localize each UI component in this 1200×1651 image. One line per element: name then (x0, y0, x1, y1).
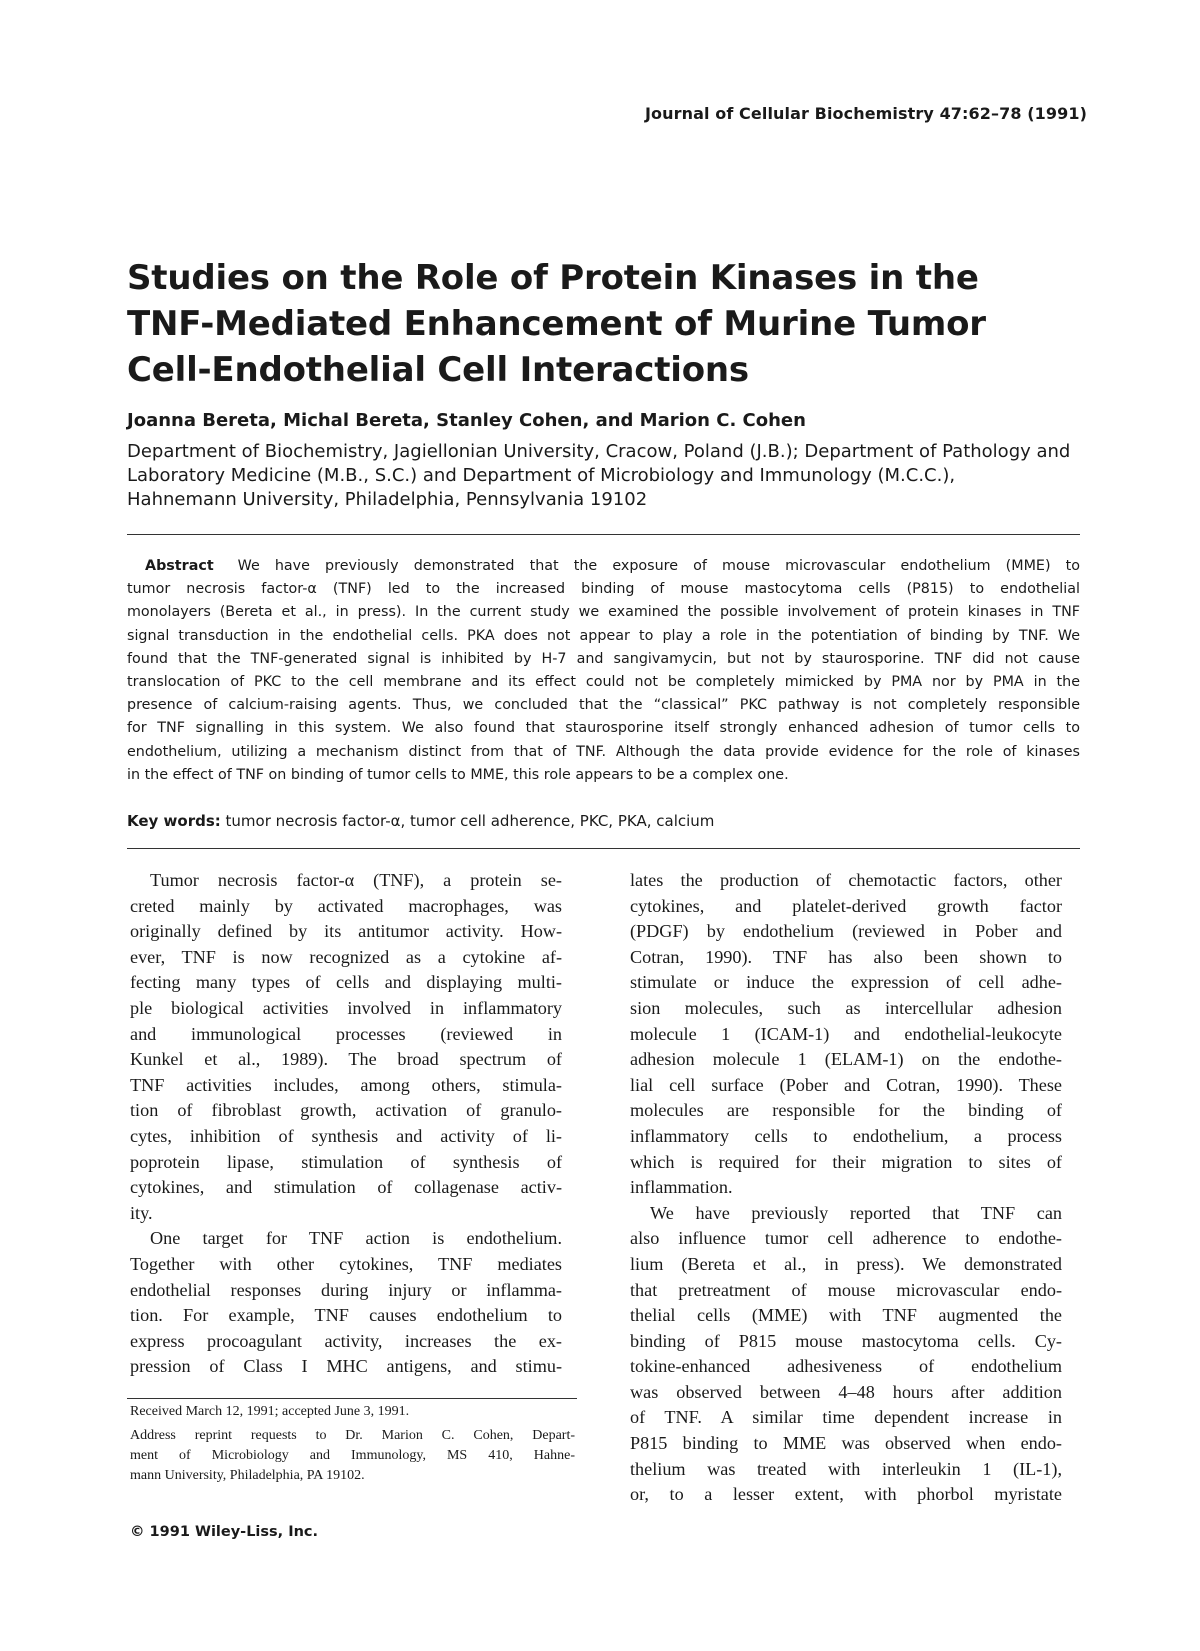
abstract-line: tumor necrosis factor-α (TNF) led to the increased binding of mouse mastocytoma cells (P815) to endothelial (127, 581, 1080, 598)
abstract-line (127, 555, 1080, 578)
body-line: molecules are responsible for the binding of (630, 1100, 1062, 1121)
body-line: tion of fibroblast growth, activation of granulo- (130, 1100, 562, 1121)
body-line: that pretreatment of mouse microvascular endo- (630, 1279, 1062, 1300)
affiliation (127, 440, 1087, 512)
body-line: inflammatory cells to endothelium, a process (630, 1125, 1062, 1146)
abstract-line: in the effect of TNF on binding of tumor cells to MME, this role appears to be a complex one. (127, 766, 789, 783)
abstract-text: We have previously demonstrated that the exposure of mouse microvascular endothelium (MME) to (237, 558, 1080, 574)
affiliation-line: Hahnemann University, Philadelphia, Pennsylvania 19102 (127, 489, 648, 510)
article-title (127, 255, 1087, 393)
body-line: ple biological activities involved in inflammatory (130, 997, 562, 1018)
keywords (127, 812, 714, 830)
keywords-label: Key words: (127, 812, 221, 830)
abstract-line: presence of calcium-raising agents. Thus, we concluded that the “classical” PKC pathway is not completely responsible (127, 697, 1080, 714)
body-line: Kunkel et al., 1989). The broad spectrum of (130, 1049, 562, 1070)
author-list: Joanna Bereta, Michal Bereta, Stanley Cohen, and Marion C. Cohen (127, 410, 806, 431)
body-line: express procoagulant activity, increases the ex- (130, 1330, 562, 1351)
copyright: © 1991 Wiley-Liss, Inc. (130, 1524, 319, 1540)
body-line: of TNF. A similar time dependent increase in (630, 1407, 1062, 1428)
journal-header: Journal of Cellular Biochemistry 47:62–78 (1991) (644, 104, 1087, 123)
body-line: cytokines, and stimulation of collagenase activ- (130, 1177, 562, 1198)
body-line: adhesion molecule 1 (ELAM-1) on the endothe- (630, 1049, 1062, 1070)
body-line: endothelial responses during injury or inflamma- (130, 1279, 562, 1300)
section-divider (127, 534, 1080, 535)
affiliation-line: Department of Biochemistry, Jagiellonian University, Cracow, Poland (J.B.); Department of Pathology and (127, 441, 1071, 462)
body-line: One target for TNF action is endothelium. (150, 1228, 562, 1249)
title-line: Studies on the Role of Protein Kinases in the (127, 258, 979, 298)
body-line: fecting many types of cells and displaying multi- (130, 972, 562, 993)
body-line: and immunological processes (reviewed in (130, 1023, 562, 1044)
footnote-received: Received March 12, 1991; accepted June 3, 1991. (130, 1404, 410, 1419)
body-line: stimulate or induce the expression of cell adhe- (630, 972, 1062, 993)
body-line: lium (Bereta et al., in press). We demonstrated (630, 1253, 1062, 1274)
body-line: was observed between 4–48 hours after addition (630, 1381, 1062, 1402)
body-line: lial cell surface (Pober and Cotran, 1990). These (630, 1074, 1062, 1095)
title-line: Cell-Endothelial Cell Interactions (127, 350, 749, 390)
section-divider (127, 848, 1080, 849)
abstract (127, 555, 1080, 787)
body-column-left (130, 868, 562, 1380)
footnote-address-line: mann University, Philadelphia, PA 19102. (130, 1468, 365, 1483)
body-line: pression of Class I MHC antigens, and stimu- (130, 1356, 562, 1377)
body-line: sion molecules, such as intercellular adhesion (630, 997, 1062, 1018)
body-line: thelium was treated with interleukin 1 (IL-1), (630, 1458, 1062, 1479)
body-line: We have previously reported that TNF can (650, 1202, 1062, 1223)
body-line: poprotein lipase, stimulation of synthesis of (130, 1151, 562, 1172)
footnote-address-line: Address reprint requests to Dr. Marion C. Cohen, Depart- (130, 1428, 575, 1443)
abstract-line: found that the TNF-generated signal is inhibited by H-7 and sangivamycin, but not by staurosporine. TNF did not cause (127, 650, 1080, 667)
body-line: ever, TNF is now recognized as a cytokine af- (130, 946, 562, 967)
abstract-line: for TNF signalling in this system. We also found that staurosporine itself strongly enhanced adhesion of tumor cells to (127, 720, 1080, 737)
footnote-address-line: ment of Microbiology and Immunology, MS 410, Hahne- (130, 1448, 575, 1463)
body-line: Together with other cytokines, TNF mediates (130, 1253, 562, 1274)
body-line: tokine-enhanced adhesiveness of endothelium (630, 1356, 1062, 1377)
body-line: P815 binding to MME was observed when endo- (630, 1433, 1062, 1454)
body-line: molecule 1 (ICAM-1) and endothelial-leukocyte (630, 1023, 1062, 1044)
body-line: also influence tumor cell adherence to endothe- (630, 1228, 1062, 1249)
body-line: binding of P815 mouse mastocytoma cells. Cy- (630, 1330, 1062, 1351)
body-line: inflammation. (630, 1177, 733, 1198)
keywords-text: tumor necrosis factor-α, tumor cell adherence, PKC, PKA, calcium (225, 812, 715, 830)
body-line: originally defined by its antitumor activity. How- (130, 921, 562, 942)
abstract-line: signal transduction in the endothelial cells. PKA does not appear to play a role in the potentiation of binding by TNF. We (127, 627, 1080, 644)
body-line: Cotran, 1990). TNF has also been shown to (630, 946, 1062, 967)
body-line: (PDGF) by endothelium (reviewed in Pober and (630, 921, 1062, 942)
abstract-line: endothelium, utilizing a mechanism distinct from that of TNF. Although the data provide evidence for the role of kinases (127, 743, 1080, 760)
body-line: thelial cells (MME) with TNF augmented the (630, 1305, 1062, 1326)
body-line: which is required for their migration to sites of (630, 1151, 1062, 1172)
affiliation-line: Laboratory Medicine (M.B., S.C.) and Department of Microbiology and Immunology (M.C.C.), (127, 465, 956, 486)
body-line: cytokines, and platelet-derived growth factor (630, 895, 1062, 916)
body-line: ity. (130, 1202, 153, 1223)
abstract-line: translocation of PKC to the cell membrane and its effect could not be completely mimicked by PMA nor by PMA in the (127, 674, 1080, 691)
body-line: or, to a lesser extent, with phorbol myristate (630, 1484, 1062, 1505)
body-line: cytes, inhibition of synthesis and activity of li- (130, 1125, 562, 1146)
abstract-label: Abstract (145, 558, 214, 574)
body-column-right (630, 868, 1062, 1508)
abstract-line: monolayers (Bereta et al., in press). In the current study we examined the possible involvement of protein kinases in TNF (127, 604, 1080, 621)
body-line: TNF activities includes, among others, stimula- (130, 1074, 562, 1095)
footnote-divider (127, 1398, 577, 1399)
footnotes (130, 1402, 575, 1486)
body-line: lates the production of chemotactic factors, other (630, 870, 1062, 890)
body-line: Tumor necrosis factor-α (TNF), a protein se- (150, 870, 562, 890)
body-line: creted mainly by activated macrophages, was (130, 895, 562, 916)
title-line: TNF-Mediated Enhancement of Murine Tumor (127, 304, 986, 344)
body-line: tion. For example, TNF causes endothelium to (130, 1305, 562, 1326)
